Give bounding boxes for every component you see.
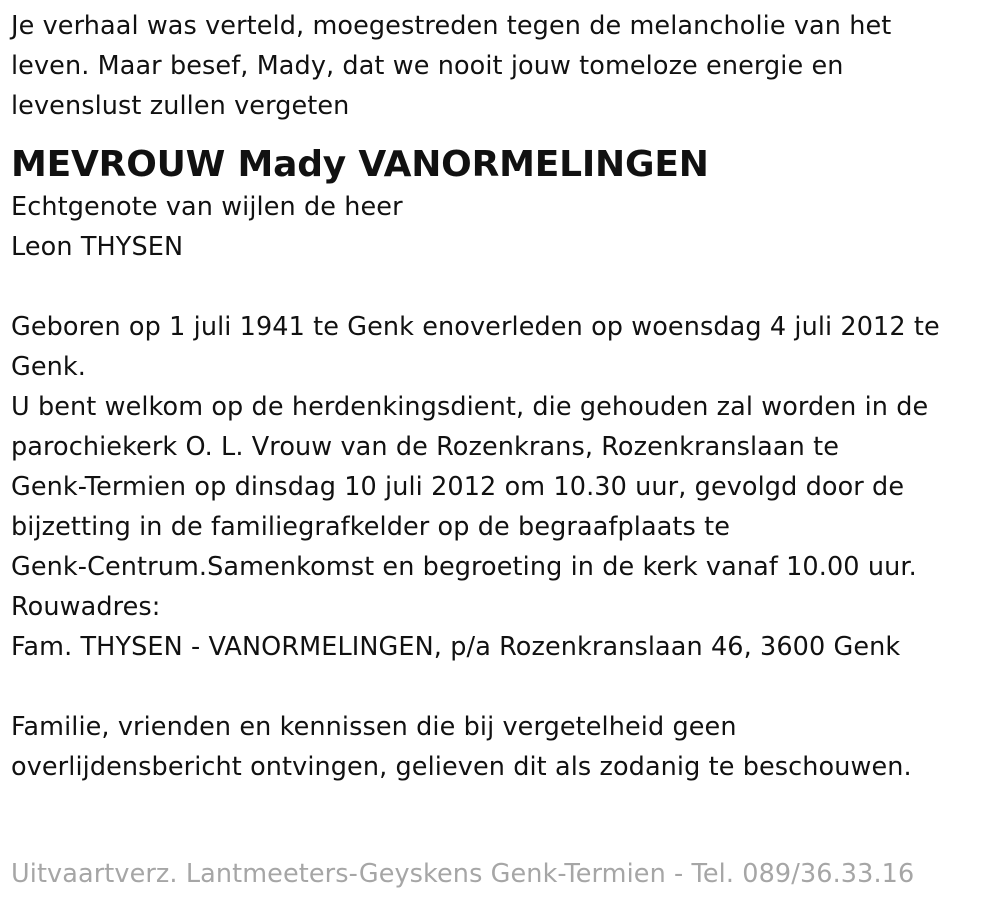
spacer (11, 667, 986, 707)
details-line: Fam. THYSEN - VANORMELINGEN, p/a Rozenkranslaan 46, 3600 Genk (11, 632, 901, 662)
closing-block (11, 707, 986, 787)
details-line: Genk. (11, 352, 86, 382)
closing-line: Familie, vrienden en kennissen die bij vergetelheid geen (11, 712, 737, 742)
details-line: Genk-Termien op dinsdag 10 juli 2012 om 10.30 uur, gevolgd door de (11, 472, 905, 502)
intro-line: levenslust zullen vergeten (11, 91, 350, 121)
intro-line: Je verhaal was verteld, moegestreden tegen de melancholie van het (11, 11, 892, 41)
obituary-notice (11, 6, 986, 787)
spouse-block (11, 187, 986, 267)
spacer (11, 267, 986, 307)
details-block (11, 307, 986, 667)
spouse-line: Echtgenote van wijlen de heer (11, 192, 403, 222)
details-line: U bent welkom op de herdenkingsdient, die gehouden zal worden in de (11, 392, 929, 422)
funeral-home-footer: Uitvaartverz. Lantmeeters-Geyskens Genk-Termien - Tel. 089/36.33.16 (11, 859, 915, 889)
deceased-name: MEVROUW Mady VANORMELINGEN (11, 144, 709, 185)
details-line: Geboren op 1 juli 1941 te Genk enoverleden op woensdag 4 juli 2012 te (11, 312, 940, 342)
details-line: parochiekerk O. L. Vrouw van de Rozenkrans, Rozenkranslaan te (11, 432, 839, 462)
details-line: bijzetting in de familiegrafkelder op de begraafplaats te (11, 512, 731, 542)
intro-line: leven. Maar besef, Mady, dat we nooit jouw tomeloze energie en (11, 51, 844, 81)
details-line: Genk-Centrum.Samenkomst en begroeting in de kerk vanaf 10.00 uur. (11, 552, 917, 582)
details-line: Rouwadres: (11, 592, 161, 622)
closing-line: overlijdensbericht ontvingen, gelieven dit als zodanig te beschouwen. (11, 752, 912, 782)
spouse-line: Leon THYSEN (11, 232, 184, 262)
intro-poem (11, 6, 986, 126)
